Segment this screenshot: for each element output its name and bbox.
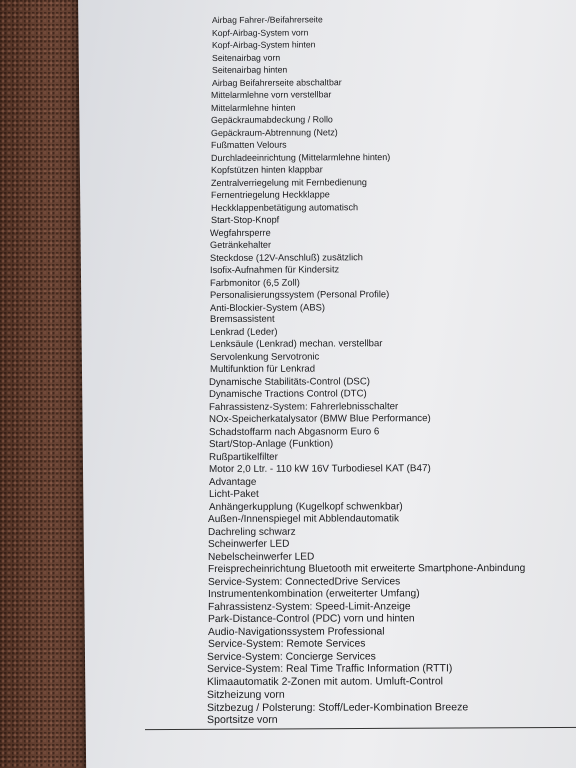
feature-item: Steckdose (12V-Anschluß) zusätzlich <box>210 251 364 263</box>
feature-item: Farbmonitor (6,5 Zoll) <box>210 277 300 288</box>
feature-item: Fahrassistenz-System: Speed-Limit-Anzeige <box>207 600 411 613</box>
feature-item: Durchladeeinrichtung (Mittelarmlehne hinten) <box>211 151 391 163</box>
feature-item: Scheinwerfer LED <box>208 538 290 550</box>
feature-item: Klimaautomatik 2-Zonen mit autom. Umluft-Control <box>207 675 444 688</box>
feature-item: Gepäckraumabdeckung / Rollo <box>211 114 334 125</box>
feature-item: Multifunktion für Lenkrad <box>209 363 315 375</box>
feature-item: Freisprecheinrichtung Bluetooth mit erweiterte Smartphone-Anbindung <box>208 562 526 575</box>
feature-item: Mittelarmlehne vorn verstellbar <box>211 89 332 100</box>
feature-item: Sitzheizung vorn <box>207 688 285 701</box>
feature-item: Anti-Blockier-System (ABS) <box>209 300 325 313</box>
feature-item: Service-System: Real Time Traffic Information (RTTI) <box>207 663 453 675</box>
feature-item: Service-System: Remote Services <box>207 638 365 650</box>
feature-item: Instrumentenkombination (erweiterter Umfang) <box>207 588 420 600</box>
feature-item: Kopfstützen hinten klappbar <box>210 164 323 175</box>
feature-item: Lenksäule (Lenkrad) mechan. verstellbar <box>209 338 383 350</box>
feature-item: Sitzbezug / Polsterung: Stoff/Leder-Kombination Breeze <box>207 700 469 714</box>
feature-item: Dynamische Stabilitäts-Control (DSC) <box>209 375 371 388</box>
feature-item: Dynamische Tractions Control (DTC) <box>209 388 368 400</box>
feature-item: Getränkehalter <box>210 239 272 250</box>
feature-item: Nebelscheinwerfer LED <box>208 551 315 563</box>
feature-item: NOx-Speicherkatalysator (BMW Blue Performance) <box>209 413 431 425</box>
feature-item: Advantage <box>208 476 257 488</box>
feature-item: Kopf-Airbag-System vorn <box>211 26 309 38</box>
feature-item: Personalisierungssystem (Personal Profile) <box>210 288 390 300</box>
feature-item: Park-Distance-Control (PDC) vorn und hinten <box>207 613 415 625</box>
feature-item: Rußpartikelfilter <box>208 451 278 463</box>
feature-item: Bremsassistent <box>209 313 275 325</box>
feature-item: Service-System: Concierge Services <box>207 650 377 663</box>
feature-item: Zentralverriegelung mit Fernbedienung <box>210 176 367 188</box>
feature-item: Service-System: ConnectedDrive Services <box>207 575 401 588</box>
feature-item: Isofix-Aufnahmen für Kindersitz <box>210 264 340 275</box>
feature-item: Heckklappenbetätigung automatisch <box>210 201 358 213</box>
feature-item: Airbag Fahrer-/Beifahrerseite <box>211 14 323 25</box>
feature-item: Airbag Beifahrerseite abschaltbar <box>211 76 342 88</box>
feature-item: Anhängerkupplung (Kugelkopf schwenkbar) <box>208 500 403 513</box>
feature-item: Fahrassistenz-System: Fahrerlebnisschalter <box>209 400 399 413</box>
feature-item: Wegfahrsperre <box>210 227 272 238</box>
feature-item: Lenkrad (Leder) <box>209 326 278 338</box>
feature-item: Dachreling schwarz <box>208 526 297 538</box>
feature-item: Außen-/Innenspiegel mit Abblendautomatik <box>208 513 400 525</box>
feature-item: Licht-Paket <box>208 488 259 500</box>
feature-item: Motor 2,0 Ltr. - 110 kW 16V Turbodiesel KAT (B47) <box>208 463 431 475</box>
feature-item: Seitenairbag hinten <box>211 64 287 75</box>
feature-item: Seitenairbag vorn <box>211 52 280 63</box>
feature-item: Mittelarmlehne hinten <box>211 102 296 113</box>
feature-item: Gepäckraum-Abtrennung (Netz) <box>211 126 338 138</box>
feature-item: Servolenkung Servotronic <box>209 351 319 363</box>
feature-item: Audio-Navigationssystem Professional <box>207 625 385 638</box>
feature-item: Sportsitze vorn <box>206 713 278 726</box>
feature-item: Start-Stop-Knopf <box>210 214 279 225</box>
feature-item: Fernentriegelung Heckklappe <box>210 189 330 200</box>
feature-item: Kopf-Airbag-System hinten <box>211 39 316 50</box>
feature-item: Fußmatten Velours <box>211 139 287 150</box>
feature-item: Schadstoffarm nach Abgasnorm Euro 6 <box>209 425 380 438</box>
feature-item: Start/Stop-Anlage (Funktion) <box>208 438 334 450</box>
